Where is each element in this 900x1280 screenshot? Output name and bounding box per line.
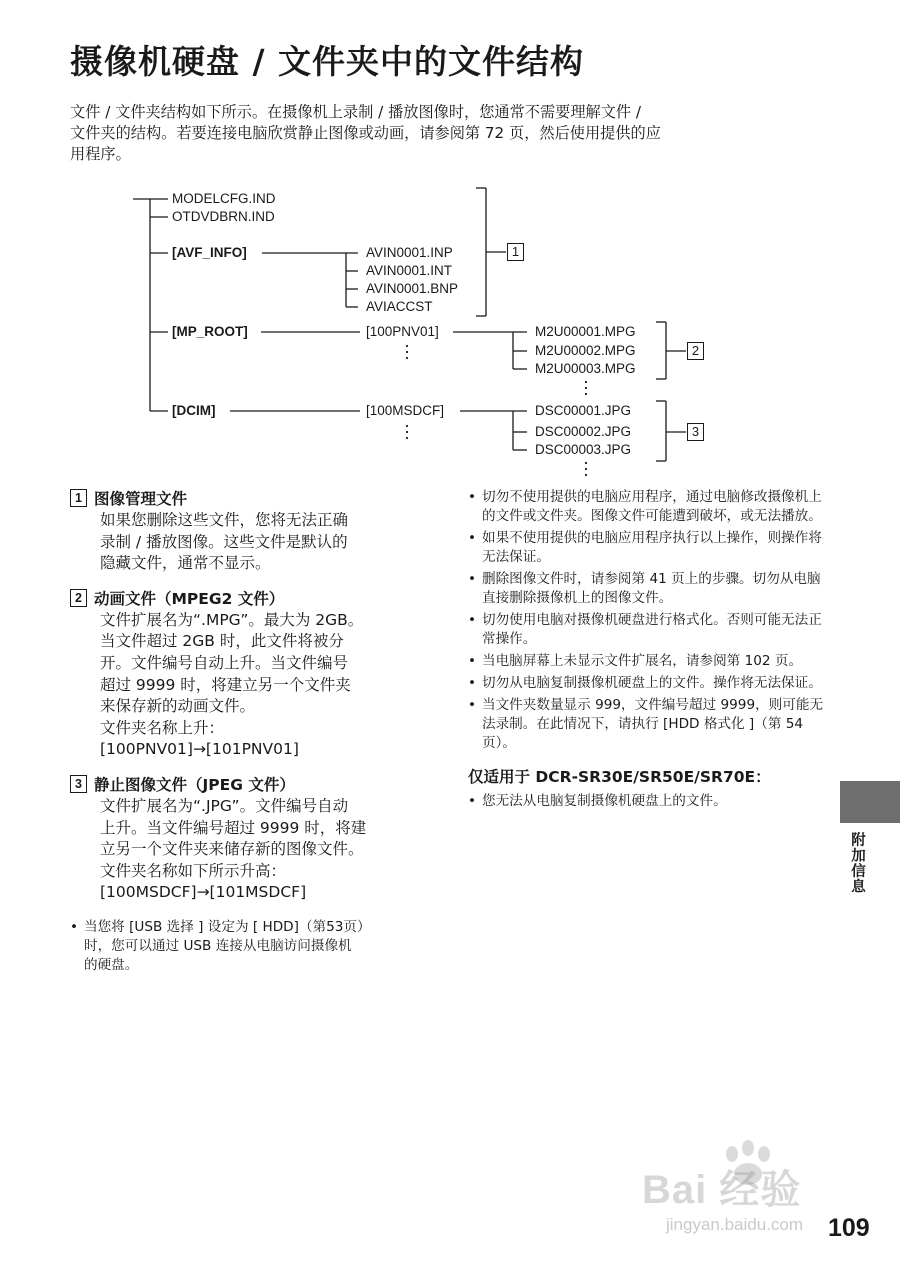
tree-file: DSC00002.JPG bbox=[535, 424, 632, 439]
model-only-item: • 您无法从电脑复制摄像机硬盘上的文件。 bbox=[468, 792, 828, 811]
section-number: 3 bbox=[70, 775, 87, 793]
caution-item: • 切勿使用电脑对摄像机硬盘进行格式化。否则可能无法正常操作。 bbox=[468, 611, 828, 649]
body-line: 文件扩展名为“.JPG”。文件编号自动 bbox=[100, 796, 349, 815]
body-line: 文件扩展名为“.MPG”。最大为 2GB。 bbox=[100, 610, 364, 629]
body-line: 立另一个文件夹来储存新的图像文件。 bbox=[100, 840, 364, 859]
tree-subfolder: [100PNV01] bbox=[366, 324, 439, 339]
tree-file: M2U00003.MPG bbox=[535, 361, 636, 376]
group-label-3: 3 bbox=[687, 423, 704, 441]
side-tab-marker bbox=[840, 781, 900, 823]
tree-subfolder: [100MSDCF] bbox=[366, 403, 445, 418]
note-line: 时，您可以通过 USB 连接从电脑访问摄像机 bbox=[84, 937, 352, 954]
intro-line: 用程序。 bbox=[70, 145, 131, 163]
note-line: • 当您将 [USB 选择 ] 设定为 [ HDD]（第53页） bbox=[84, 918, 371, 935]
tree-file: AVIN0001.INT bbox=[366, 263, 453, 278]
section-heading-text: 静止图像文件（JPEG 文件） bbox=[94, 775, 295, 794]
section-body bbox=[70, 610, 430, 761]
tree-file: M2U00002.MPG bbox=[535, 343, 636, 358]
body-line: 隐藏文件，通常不显示。 bbox=[100, 554, 271, 573]
tree-file: M2U00001.MPG bbox=[535, 324, 636, 339]
section-heading-text: 动画文件（MPEG2 文件） bbox=[94, 589, 285, 608]
caution-item: • 如果不使用提供的电脑应用程序执行以上操作，则操作将无法保证。 bbox=[468, 529, 828, 567]
caution-item: • 切勿不使用提供的电脑应用程序，通过电脑修改摄像机上的文件或文件夹。图像文件可能遭到破坏，或无法播放。 bbox=[468, 488, 828, 526]
usb-note-item bbox=[70, 918, 430, 975]
tree-folder: [DCIM] bbox=[172, 403, 216, 418]
section-number: 2 bbox=[70, 589, 87, 607]
tree-file: DSC00001.JPG bbox=[535, 403, 632, 418]
body-line: 录制 / 播放图像。这些文件是默认的 bbox=[100, 532, 348, 551]
section-heading bbox=[70, 488, 430, 510]
body-line: 文件夹名称如下所示升高： bbox=[100, 861, 287, 880]
tree-connector-lines bbox=[0, 0, 900, 480]
caution-item: • 切勿从电脑复制摄像机硬盘上的文件。操作将无法保证。 bbox=[468, 674, 828, 693]
group-label-1: 1 bbox=[507, 243, 524, 261]
intro-line: 文件夹的结构。若要连接电脑欣赏静止图像或动画，请参阅第 72 页，然后使用提供的应 bbox=[70, 124, 661, 142]
caution-item: • 删除图像文件时，请参阅第 41 页上的步骤。切勿从电脑直接删除摄像机上的图像文件。 bbox=[468, 570, 828, 608]
tree-file: MODELCFG.IND bbox=[172, 191, 276, 206]
watermark-logo: Bai 经验 bbox=[642, 1168, 802, 1212]
file-tree-diagram bbox=[0, 0, 900, 480]
body-line: 上升。当文件编号超过 9999 时，将建 bbox=[100, 818, 367, 837]
section-heading-text: 图像管理文件 bbox=[94, 490, 188, 508]
right-column bbox=[468, 488, 828, 814]
group-label-2: 2 bbox=[687, 342, 704, 360]
intro-line: 文件 / 文件夹结构如下所示。在摄像机上录制 / 播放图像时，您通常不需要理解文件 / bbox=[70, 103, 642, 121]
tree-file: DSC00003.JPG bbox=[535, 442, 632, 457]
body-line: 如果您删除这些文件，您将无法正确 bbox=[100, 511, 349, 529]
tree-file: OTDVDBRN.IND bbox=[172, 209, 275, 224]
body-line: [100MSDCF]→[101MSDCF] bbox=[100, 883, 307, 902]
model-only-heading: 仅适用于 DCR-SR30E/SR50E/SR70E： bbox=[468, 768, 771, 786]
page-number: 109 bbox=[828, 1214, 870, 1242]
note-line: 的硬盘。 bbox=[84, 956, 139, 973]
body-line: 开。文件编号自动上升。当文件编号 bbox=[100, 653, 349, 672]
section-body bbox=[70, 796, 430, 904]
tree-folder: [AVF_INFO] bbox=[172, 245, 247, 260]
section-body bbox=[70, 510, 430, 575]
body-line: 超过 9999 时，将建立另一个文件夹 bbox=[100, 675, 351, 694]
caution-list bbox=[468, 488, 828, 753]
tree-file: AVIACCST bbox=[366, 299, 433, 314]
usb-note bbox=[70, 918, 430, 975]
section-heading bbox=[70, 588, 430, 610]
body-line: [100PNV01]→[101PNV01] bbox=[100, 740, 299, 759]
tree-file: AVIN0001.BNP bbox=[366, 281, 459, 296]
page-title: 摄像机硬盘 / 文件夹中的文件结构 bbox=[70, 42, 585, 81]
side-section-label: 附加信息 bbox=[849, 832, 865, 894]
body-line: 来保存新的动画文件。 bbox=[100, 697, 256, 716]
watermark-url: jingyan.baidu.com bbox=[666, 1215, 804, 1234]
tree-folder: [MP_ROOT] bbox=[172, 324, 248, 339]
tree-file: AVIN0001.INP bbox=[366, 245, 453, 260]
caution-item: • 当文件夹数量显示 999，文件编号超过 9999，则可能无法录制。在此情况下，请执行 [HDD 格式化 ]（第 54 页）。 bbox=[468, 696, 828, 753]
section-number: 1 bbox=[70, 489, 87, 507]
section-heading bbox=[70, 774, 430, 796]
section-management-files bbox=[70, 488, 430, 575]
caution-item: • 当电脑屏幕上未显示文件扩展名，请参阅第 102 页。 bbox=[468, 652, 828, 671]
model-only-list bbox=[468, 792, 828, 811]
body-line: 文件夹名称上升： bbox=[100, 718, 225, 737]
section-movie-files bbox=[70, 588, 430, 761]
body-line: 当文件超过 2GB 时，此文件将被分 bbox=[100, 632, 344, 651]
section-still-image-files bbox=[70, 774, 430, 904]
left-column bbox=[70, 488, 430, 978]
